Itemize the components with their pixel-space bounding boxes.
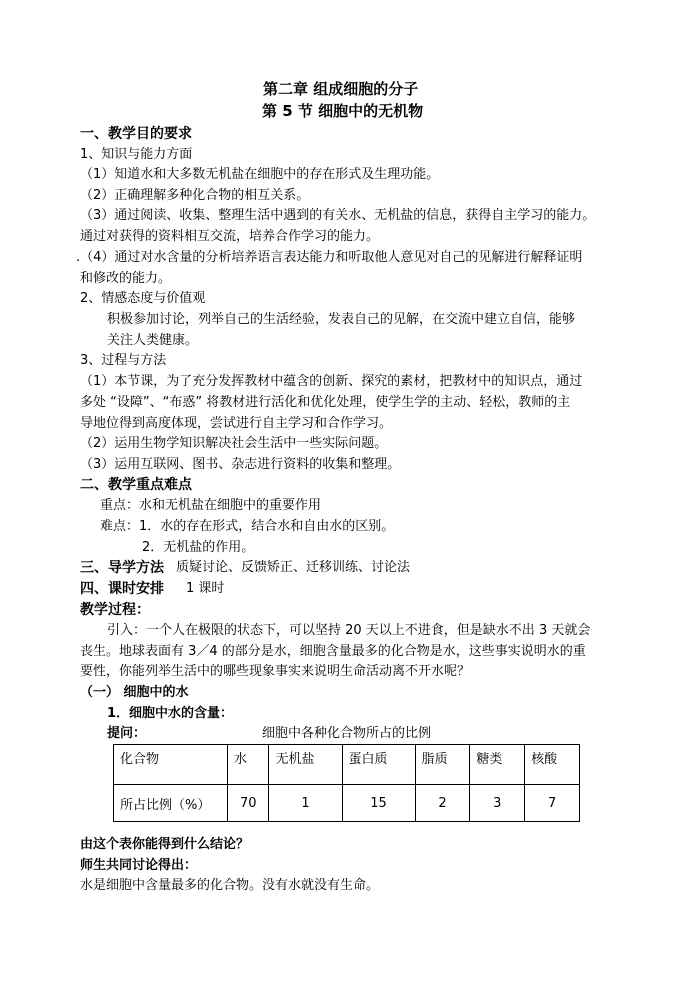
table-header-cell: 无机盐 xyxy=(269,745,342,785)
process-1-line3: 导地位得到高度体现，尝试进行自主学习和合作学习。 xyxy=(80,416,393,431)
process-1-line2: 多处 “设障”、“布惑” 将教材进行活化和优化处理，使学生学的主动、轻松，教师的主 xyxy=(80,395,571,410)
objective-2: （2）正确理解多种化合物的相互关系。 xyxy=(80,188,310,203)
objective-3-line1: （3）通过阅读、收集、整理生活中遇到的有关水、无机盐的信息，获得自主学习的能力。 xyxy=(80,208,596,223)
objective-4-line2: 和修改的能力。 xyxy=(80,271,172,286)
table-cell: 70 xyxy=(228,785,269,822)
table-header-cell: 核酸 xyxy=(525,745,580,785)
question-label: 提问： xyxy=(107,726,147,741)
method-text: 质疑讨论、反馈矫正、迁移训练、讨论法 xyxy=(176,560,411,575)
intro-line1: 引入：一个人在极限的状态下，可以坚持 20 天以上不进食，但是缺水不出 3 天就会 xyxy=(107,623,591,638)
chapter-title: 第二章 组成细胞的分子 xyxy=(263,80,419,98)
table-header-row xyxy=(114,745,580,785)
heading-objectives: 一、教学目的要求 xyxy=(80,126,192,142)
subheading-attitude: 2、情感态度与价值观 xyxy=(80,291,206,306)
objective-3-line2: 通过对获得的资料相互交流，培养合作学习的能力。 xyxy=(80,229,380,244)
table-cell: 15 xyxy=(342,785,415,822)
table-row xyxy=(114,785,580,822)
heading-method: 三、导学方法 xyxy=(80,560,164,576)
conclusion-question: 由这个表你能得到什么结论？ xyxy=(80,837,250,852)
attitude-line2: 关注人类健康。 xyxy=(107,333,199,348)
table-header-cell: 脂质 xyxy=(415,745,470,785)
table-row-label: 所占比例（%） xyxy=(114,785,228,822)
discussion-label: 师生共同讨论得出： xyxy=(80,858,198,873)
process-2: （2）运用生物学知识解决社会生活中一些实际问题。 xyxy=(80,436,388,451)
subheading-process: 3、过程与方法 xyxy=(80,353,167,368)
heading-teaching-process: 教学过程： xyxy=(80,602,150,618)
table-caption: 细胞中各种化合物所占的比例 xyxy=(262,726,432,741)
process-1-line1: （1）本节课，为了充分发挥教材中蕴含的创新、探究的素材，把教材中的知识点，通过 xyxy=(80,374,583,389)
conclusion-answer: 水是细胞中含量最多的化合物。没有水就没有生命。 xyxy=(80,878,380,893)
objective-1: （1）知道水和大多数无机盐在细胞中的存在形式及生理功能。 xyxy=(80,167,440,182)
subheading-knowledge: 1、知识与能力方面 xyxy=(80,147,193,162)
schedule-text: 1 课时 xyxy=(186,581,225,596)
process-3: （3）运用互联网、图书、杂志进行资料的收集和整理。 xyxy=(80,457,401,472)
table-header-cell: 蛋白质 xyxy=(342,745,415,785)
heading-schedule: 四、课时安排 xyxy=(80,581,164,597)
intro-line2: 丧生。地球表面有 3／4 的部分是水，细胞含量最多的化合物是水，这些事实说明水的重 xyxy=(80,644,586,659)
table-header-cell: 糖类 xyxy=(470,745,525,785)
item-water-content: 1．细胞中水的含量： xyxy=(107,706,234,721)
key-point: 重点：水和无机盐在细胞中的重要作用 xyxy=(100,498,322,513)
attitude-line1: 积极参加讨论，列举自己的生活经验，发表自己的见解，在交流中建立自信，能够 xyxy=(107,312,576,327)
heading-key-points: 二、教学重点难点 xyxy=(80,477,192,493)
table-header-cell: 水 xyxy=(228,745,269,785)
objective-4-line1: .（4）通过对水含量的分析培养语言表达能力和听取他人意见对自己的见解进行解释证明 xyxy=(76,250,583,265)
intro-line3: 要性，你能列举生活中的哪些现象事实来说明生命活动离不开水呢？ xyxy=(80,664,471,679)
table-cell: 7 xyxy=(525,785,580,822)
compound-ratio-table xyxy=(113,744,580,822)
table-cell: 1 xyxy=(269,785,342,822)
table-cell: 2 xyxy=(415,785,470,822)
difficulty-2: 2．无机盐的作用。 xyxy=(142,540,255,555)
difficulty-1: 难点：1．水的存在形式，结合水和自由水的区别。 xyxy=(100,519,395,534)
part-water-heading: （一） 细胞中的水 xyxy=(80,685,189,700)
table-cell: 3 xyxy=(470,785,525,822)
section-title: 第 5 节 细胞中的无机物 xyxy=(262,102,424,120)
table-header-cell: 化合物 xyxy=(114,745,228,785)
